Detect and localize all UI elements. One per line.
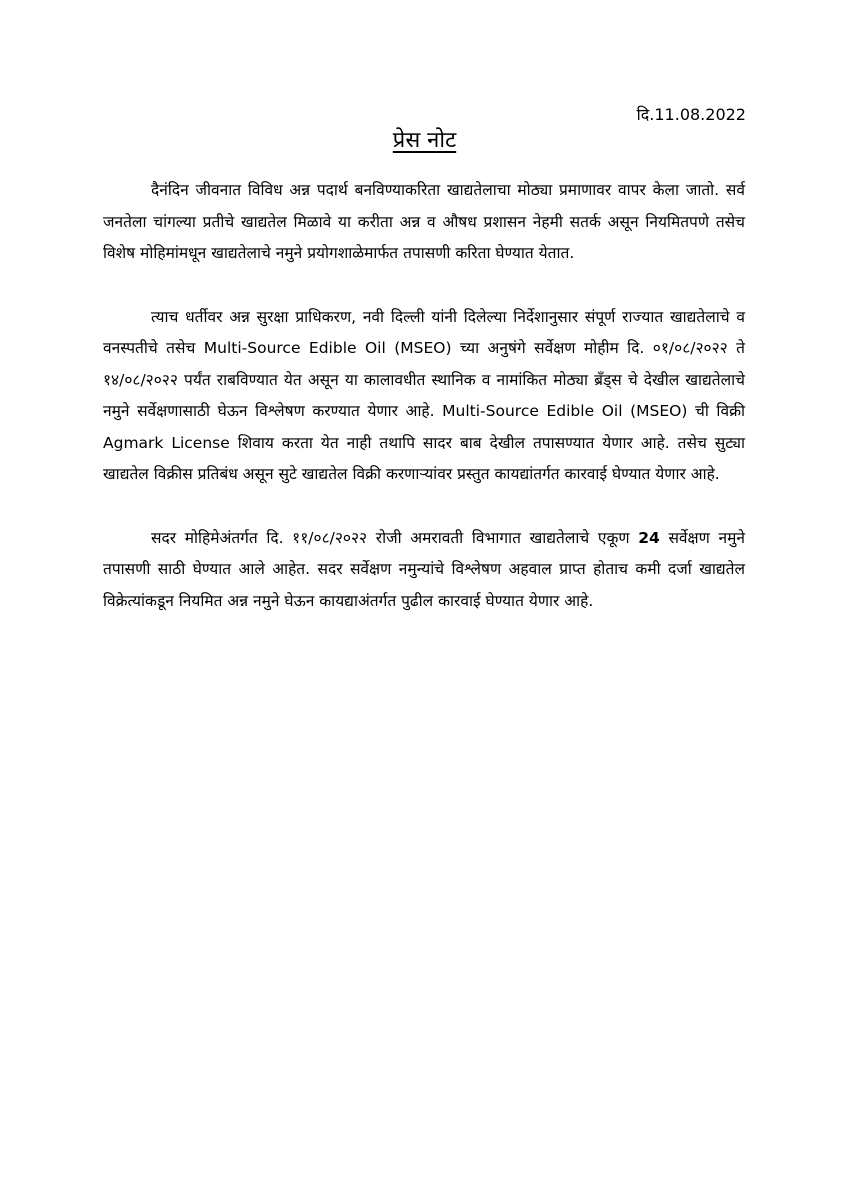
document-body: [103, 175, 745, 649]
document-date: दि.11.08.2022: [636, 105, 746, 124]
sample-count: 24: [638, 528, 660, 547]
paragraph-2: त्याच धर्तीवर अन्न सुरक्षा प्राधिकरण, नवी दिल्ली यांनी दिलेल्या निर्देशानुसार संपूर्ण राज्यात खाद्यतेलाचे व वनस्पतीचे तसेच Multi-Source Edible Oil (MSEO) च्या अनुषंगे सर्वेक्षण मोहीम दि. ०१/०८/२०२२ ते १४/०८/२०२२ पर्यंत राबविण्यात येत असून या कालावधीत स्थानिक व नामांकित मोठ्या ब्रँड्स चे देखील खाद्यतेलाचे नमुने सर्वेक्षणासाठी घेऊन विश्लेषण करण्यात येणार आहे. Multi-Source Edible Oil (MSEO) ची विक्री Agmark License शिवाय करता येत नाही तथापि सादर बाब देखील तपासण्यात येणार आहे. तसेच सुट्या खाद्यतेल विक्रीस प्रतिबंध असून सुटे खाद्यतेल विक्री करणाऱ्यांवर प्रस्तुत कायद्यांतर्गत कारवाई घेण्यात येणार आहे.: [103, 307, 745, 483]
document-title: प्रेस नोट: [392, 128, 457, 153]
paragraph-3-after: सर्वेक्षण नमुने तपासणी साठी घेण्यात आले आहेत. सदर सर्वेक्षण नमुन्यांचे विश्लेषण अहवाल प्राप्त होताच कमी दर्जा खाद्यतेल विक्रेत्यांकडून नियमित अन्न नमुने घेऊन कायद्याअंतर्गत पुढील कारवाई घेण्यात येणार आहे.: [103, 528, 745, 610]
paragraph-3: [103, 523, 745, 618]
paragraph-1: दैनंदिन जीवनात विविध अन्न पदार्थ बनविण्याकरिता खाद्यतेलाचा मोठ्या प्रमाणावर वापर केला जातो. सर्व जनतेला चांगल्या प्रतीचे खाद्यतेल मिळावे या करीता अन्न व औषध प्रशासन नेहमी सतर्क असून नियमितपणे तसेच विशेष मोहिमांमधून खाद्यतेलाचे नमुने प्रयोगशाळेमार्फत तपासणी करिता घेण्यात येतात.: [103, 181, 745, 262]
document-title-container: [0, 126, 849, 156]
paragraph-3-before: सदर मोहिमेअंतर्गत दि. ११/०८/२०२२ रोजी अमरावती विभागात खाद्यतेलाचे एकूण: [151, 528, 639, 547]
